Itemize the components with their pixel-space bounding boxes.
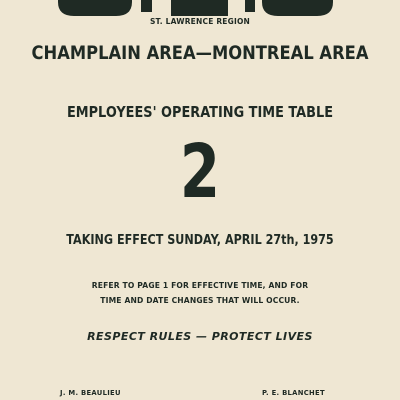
safety-slogan: RESPECT RULES — PROTECT LIVES [87, 330, 313, 343]
area-title: CHAMPLAIN AREA—MONTREAL AREA [31, 42, 369, 64]
railway-logo [0, 0, 400, 16]
effective-date: TAKING EFFECT SUNDAY, APRIL 27th, 1975 [66, 233, 334, 248]
signer-left: J. M. BEAULIEU [60, 389, 121, 397]
effective-time-note [0, 278, 400, 308]
region-heading: ST. LAWRENCE REGION [149, 17, 251, 26]
effective-time-note-line-2: TIME AND DATE CHANGES THAT WILL OCCUR. [100, 296, 300, 305]
timetable-number: 2 [179, 129, 221, 215]
signer-right: P. E. BLANCHET [262, 389, 325, 397]
railway-logo-icon [0, 0, 400, 16]
effective-time-note-line-1: REFER TO PAGE 1 FOR EFFECTIVE TIME, AND FOR [91, 281, 309, 290]
timetable-title: EMPLOYEES' OPERATING TIME TABLE [66, 103, 334, 121]
